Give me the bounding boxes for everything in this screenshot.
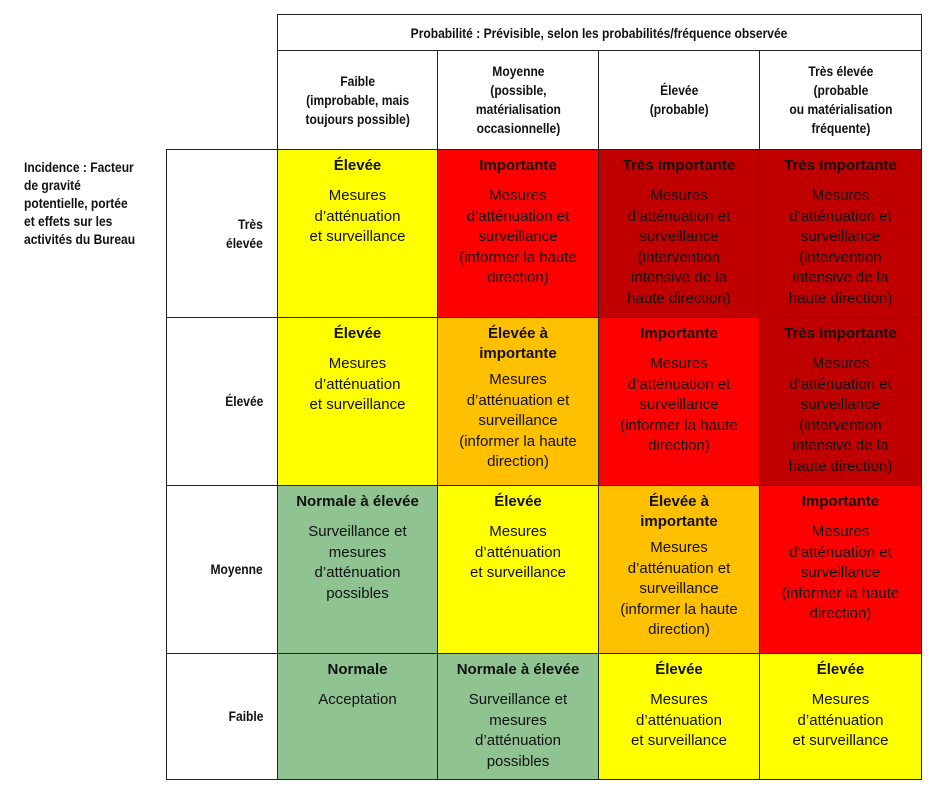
row-header-text: Élevée [224,393,263,409]
risk-action: Mesures d’atténuation et surveillance [309,355,406,413]
risk-level: Élevée [494,493,542,510]
matrix-cell [277,653,438,780]
risk-level: Élevée [655,661,703,678]
matrix-cell [437,317,599,486]
matrix-cell [437,485,599,654]
matrix-cell [277,149,438,318]
row-header-text: Faible [228,708,263,724]
risk-level: Très importante [784,157,897,174]
column-header-text: Élevée (probable) [649,82,709,117]
risk-level: Normale [327,661,388,678]
risk-action: Mesures d’atténuation et surveillance (informer la haute direction) [459,187,577,286]
risk-action: Mesures d’atténuation et surveillance (intervention intensive de la haute direction) [788,355,893,475]
probability-header [277,14,922,51]
matrix-cell [598,485,760,654]
column-header-faible [277,50,438,150]
risk-level: Élevée [816,661,865,678]
risk-level: Normale à élevée [456,661,580,678]
risk-action: Acceptation [318,691,397,708]
column-header-text: Faible (improbable, mais toujours possible) [305,72,410,127]
risk-action: Mesures d’atténuation et surveillance [470,523,566,581]
matrix-cell [759,653,922,780]
matrix-cell [277,485,438,654]
matrix-cell [437,653,599,780]
column-header-text: Très élevée (probable ou matérialisation fréquente) [788,63,893,136]
risk-action: Mesures d’atténuation et surveillance [631,691,727,749]
risk-level: Importante [640,325,718,342]
risk-action: Mesures d’atténuation et surveillance (intervention intensive de la haute direction) [788,187,893,307]
risk-level: Importante [801,493,880,510]
risk-level: Importante [479,157,557,174]
matrix-cell [759,485,922,654]
column-header-text: Moyenne (possible, matérialisation occasionnelle) [475,63,561,136]
row-header-text: Très élevée [226,215,263,251]
row-header-tres-elevee [166,149,278,318]
risk-action: Mesures d’atténuation et surveillance [309,187,406,245]
matrix-cell [598,653,760,780]
risk-action: Mesures d’atténuation et surveillance [792,691,889,749]
risk-level: Élevée [333,325,382,342]
matrix-cell [598,149,760,318]
column-header-moyenne [437,50,599,150]
risk-action: Mesures d’atténuation et surveillance (informer la haute direction) [459,371,577,470]
matrix-cell [437,149,599,318]
risk-action: Mesures d’atténuation et surveillance (intervention intensive de la haute direction) [627,187,731,307]
risk-level: Élevée à importante [640,493,718,530]
risk-action: Surveillance et mesures d’atténuation possibles [308,523,407,602]
risk-level: Normale à élevée [296,493,419,510]
row-header-faible [166,653,278,780]
row-header-moyenne [166,485,278,654]
risk-level: Très importante [784,325,897,342]
matrix-cell [759,317,922,486]
probability-header-text: Probabilité : Prévisible, selon les probabilités/fréquence observée [411,24,788,41]
impact-header-text: Incidence : Facteur de gravité potentielle, portée et effets sur les activités du Bureau [24,159,136,247]
risk-action: Surveillance et mesures d’atténuation possibles [468,691,568,770]
matrix-cell [277,317,438,486]
risk-level: Élevée [333,157,382,174]
matrix-cell [598,317,760,486]
risk-level: Élevée à importante [479,325,557,362]
row-header-elevee [166,317,278,486]
risk-action: Mesures d’atténuation et surveillance (informer la haute direction) [620,539,738,638]
column-header-elevee [598,50,760,150]
impact-header [24,158,164,248]
row-header-text: Moyenne [210,561,263,577]
matrix-cell [759,149,922,318]
risk-action: Mesures d’atténuation et surveillance (informer la haute direction) [620,355,738,454]
column-header-tres-elevee [759,50,922,150]
risk-level: Très importante [622,157,736,174]
risk-action: Mesures d’atténuation et surveillance (informer la haute direction) [781,523,900,622]
